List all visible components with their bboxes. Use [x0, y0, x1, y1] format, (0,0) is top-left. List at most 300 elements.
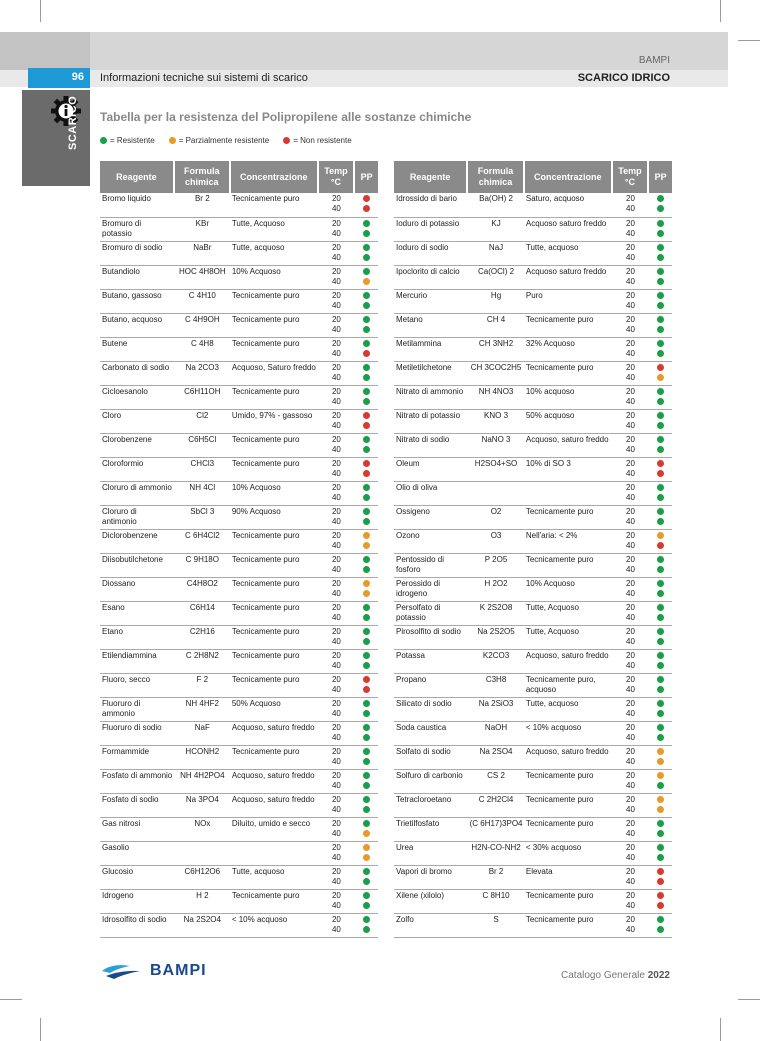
reagente-cell: Fluoruro di ammonio — [100, 697, 174, 721]
concentrazione-cell: < 30% acquoso — [524, 841, 612, 865]
table-row — [394, 433, 672, 457]
temp-value: 20 — [626, 290, 635, 300]
resistance-dot — [363, 796, 370, 803]
temp-cell — [318, 649, 355, 673]
pp-cell — [648, 817, 672, 841]
concentrazione-cell: Diluito, umido e secco — [230, 817, 318, 841]
temp-value: 40 — [626, 420, 635, 430]
temp-cell — [318, 265, 355, 289]
concentrazione-cell: Tecnicamente puro — [230, 385, 318, 409]
reagente-cell: Cloro — [100, 409, 174, 433]
concentrazione-cell: Tecnicamente puro — [230, 601, 318, 625]
temp-value: 40 — [626, 804, 635, 814]
resistance-dot — [363, 676, 370, 683]
temp-value: 20 — [331, 770, 341, 780]
resistance-dot — [363, 302, 370, 309]
table-row — [100, 793, 378, 817]
concentrazione-cell: Umido, 97% - gassoso — [230, 409, 318, 433]
resistance-dot — [363, 614, 370, 621]
concentrazione-cell: Tecnicamente puro — [230, 289, 318, 313]
resistance-dot — [657, 844, 664, 851]
resistance-dot — [363, 868, 370, 875]
bampi-logo-icon — [100, 962, 144, 980]
reagente-cell: Cloruro di antimonio — [100, 505, 174, 529]
resistance-dot — [363, 508, 370, 515]
table-row — [394, 793, 672, 817]
pp-cell — [648, 625, 672, 649]
temp-value: 40 — [331, 228, 341, 238]
temp-cell — [612, 817, 649, 841]
reagente-cell: Propano — [394, 673, 467, 697]
temp-value: 20 — [626, 578, 635, 588]
temp-value: 40 — [331, 684, 341, 694]
formula-cell: NaJ — [467, 241, 524, 265]
concentrazione-cell: Tutte, Acquoso — [524, 625, 612, 649]
concentrazione-cell: 32% Acquoso — [524, 337, 612, 361]
table-row — [394, 625, 672, 649]
pp-cell — [354, 457, 378, 481]
temp-value: 40 — [626, 756, 635, 766]
table-row — [100, 553, 378, 577]
resistance-dot — [657, 662, 664, 669]
temp-value: 20 — [331, 842, 341, 852]
concentrazione-cell: Tutte, acquoso — [230, 865, 318, 889]
temp-value: 40 — [626, 540, 635, 550]
temp-cell — [612, 889, 649, 913]
resistance-dot — [363, 374, 370, 381]
temp-value: 40 — [626, 828, 635, 838]
temp-value: 40 — [626, 660, 635, 670]
temp-value: 40 — [626, 228, 635, 238]
resistance-dot — [363, 724, 370, 731]
temp-value: 40 — [331, 636, 341, 646]
formula-cell: P 2O5 — [467, 553, 524, 577]
reagente-cell: Vapori di bromo — [394, 865, 467, 889]
temp-value: 20 — [626, 218, 635, 228]
temp-value: 20 — [626, 266, 635, 276]
resistance-dot — [363, 686, 370, 693]
reagente-cell: Carbonato di sodio — [100, 361, 174, 385]
temp-value: 20 — [626, 770, 635, 780]
temp-value: 20 — [626, 698, 635, 708]
table-row — [100, 265, 378, 289]
temp-value: 40 — [626, 564, 635, 574]
reagente-cell: Olio di oliva — [394, 481, 467, 505]
temp-value: 20 — [626, 842, 635, 852]
temp-value: 20 — [626, 434, 635, 444]
concentrazione-cell: Acquoso, saturo freddo — [524, 745, 612, 769]
table-row — [394, 313, 672, 337]
temp-value: 20 — [626, 650, 635, 660]
formula-cell: C 6H4Cl2 — [174, 529, 230, 553]
col-pp: PP — [354, 161, 378, 193]
table-row — [394, 601, 672, 625]
table-row — [100, 721, 378, 745]
temp-cell — [318, 289, 355, 313]
table-row — [100, 433, 378, 457]
col-concentrazione: Concentrazione — [230, 161, 318, 193]
resistance-dot — [657, 806, 664, 813]
temp-cell — [318, 529, 355, 553]
temp-value: 40 — [331, 588, 341, 598]
resistance-dot — [657, 878, 664, 885]
concentrazione-cell: 50% Acquoso — [230, 697, 318, 721]
temp-cell — [612, 265, 649, 289]
temp-cell — [318, 505, 355, 529]
formula-cell: NaNO 3 — [467, 433, 524, 457]
temp-value: 20 — [626, 506, 635, 516]
table-row — [394, 913, 672, 937]
reagente-cell: Silicato di sodio — [394, 697, 467, 721]
table-row — [100, 361, 378, 385]
resistance-dot — [363, 460, 370, 467]
temp-cell — [612, 241, 649, 265]
resistance-dot — [657, 374, 664, 381]
temp-value: 20 — [626, 362, 635, 372]
resistance-dot — [363, 364, 370, 371]
pp-cell — [354, 481, 378, 505]
resistance-dot — [363, 782, 370, 789]
formula-cell: C4H8O2 — [174, 577, 230, 601]
resistance-dot — [657, 205, 664, 212]
table-row — [100, 889, 378, 913]
temp-cell — [612, 385, 649, 409]
concentrazione-cell: Tecnicamente puro — [524, 889, 612, 913]
temp-value: 20 — [331, 722, 341, 732]
reagente-cell: Etano — [100, 625, 174, 649]
pp-cell — [354, 385, 378, 409]
formula-cell: H2SO4+SO — [467, 457, 524, 481]
formula-cell: C6H12O6 — [174, 865, 230, 889]
concentrazione-cell: Tutte, Acquoso — [524, 601, 612, 625]
formula-cell: HOC 4H8OH — [174, 265, 230, 289]
crop-mark — [0, 999, 22, 1000]
legend-label: = Parzialmente resistente — [178, 136, 270, 145]
formula-cell: NH 4NO3 — [467, 385, 524, 409]
reagente-cell: Potassa — [394, 649, 467, 673]
resistance-dot — [657, 580, 664, 587]
col-reagente: Reagente — [100, 161, 174, 193]
reagente-cell: Solfuro di carbonio — [394, 769, 467, 793]
concentrazione-cell: 50% acquoso — [524, 409, 612, 433]
temp-value: 40 — [331, 324, 341, 334]
table-row — [394, 553, 672, 577]
pp-cell — [354, 865, 378, 889]
reagente-cell: Bromo liquido — [100, 193, 174, 217]
formula-cell: Na 2S2O5 — [467, 625, 524, 649]
resistance-dot — [657, 724, 664, 731]
resistance-dot — [657, 364, 664, 371]
temp-cell — [612, 361, 649, 385]
formula-cell: Cl2 — [174, 409, 230, 433]
temp-value: 40 — [331, 396, 341, 406]
reagente-cell: Ioduro di sodio — [394, 241, 467, 265]
temp-value: 20 — [331, 314, 341, 324]
formula-cell: C 2H8N2 — [174, 649, 230, 673]
formula-cell: KNO 3 — [467, 409, 524, 433]
temp-cell — [318, 889, 355, 913]
temp-value: 20 — [331, 578, 341, 588]
resistance-dot — [657, 446, 664, 453]
temp-cell — [318, 841, 355, 865]
pp-cell — [648, 865, 672, 889]
resistance-dot — [657, 470, 664, 477]
table-row — [394, 529, 672, 553]
temp-value: 20 — [331, 242, 341, 252]
catalog-year: 2022 — [647, 970, 670, 981]
temp-cell — [612, 673, 649, 697]
formula-cell: Na 2SiO3 — [467, 697, 524, 721]
resistance-dot — [363, 220, 370, 227]
formula-cell: C 8H10 — [467, 889, 524, 913]
crop-mark — [738, 999, 760, 1000]
pp-cell — [648, 793, 672, 817]
formula-cell: C 9H18O — [174, 553, 230, 577]
temp-cell — [612, 577, 649, 601]
pp-cell — [354, 409, 378, 433]
concentrazione-cell: 10% Acquoso — [524, 577, 612, 601]
concentrazione-cell: < 10% acquoso — [524, 721, 612, 745]
concentrazione-cell: Tecnicamente puro — [230, 457, 318, 481]
temp-value: 40 — [331, 204, 341, 213]
formula-cell: C 4H10 — [174, 289, 230, 313]
pp-cell — [354, 241, 378, 265]
col-temp: Temp °C — [318, 161, 355, 193]
table-row — [100, 409, 378, 433]
formula-cell: NH 4Cl — [174, 481, 230, 505]
resistance-dot — [363, 806, 370, 813]
temp-value: 20 — [331, 482, 341, 492]
temp-cell — [612, 793, 649, 817]
resistance-dot — [657, 484, 664, 491]
temp-value: 40 — [626, 300, 635, 310]
col-temp: Temp °C — [612, 161, 649, 193]
temp-value: 20 — [331, 290, 341, 300]
reagente-cell: Idrosolfito di sodio — [100, 913, 174, 937]
reagente-cell: Diisobutilchetone — [100, 553, 174, 577]
table-row — [394, 385, 672, 409]
temp-value: 20 — [626, 314, 635, 324]
table-row — [100, 673, 378, 697]
table-title: Tabella per la resistenza del Polipropilene alle sostanze chimiche — [100, 110, 472, 124]
pp-cell — [648, 193, 672, 217]
reagente-cell: Bromuro di sodio — [100, 241, 174, 265]
resistance-dot — [657, 422, 664, 429]
temp-value: 40 — [331, 852, 341, 862]
concentrazione-cell: Acquoso, saturo freddo — [230, 769, 318, 793]
table-row — [100, 217, 378, 241]
temp-value: 40 — [331, 516, 341, 526]
resistance-dot — [363, 700, 370, 707]
resistance-dot — [363, 326, 370, 333]
resistance-dot — [657, 436, 664, 443]
concentrazione-cell: Acquoso, saturo freddo — [230, 793, 318, 817]
resistance-dot — [363, 518, 370, 525]
reagente-cell: Esano — [100, 601, 174, 625]
concentrazione-cell: Tutte, Acquoso — [230, 217, 318, 241]
resistance-dot — [363, 205, 370, 212]
resistance-dot — [363, 878, 370, 885]
formula-cell: C6H11OH — [174, 385, 230, 409]
temp-value: 40 — [626, 876, 635, 886]
pp-cell — [354, 577, 378, 601]
temp-cell — [612, 625, 649, 649]
legend-dot — [100, 137, 107, 144]
reagente-cell: Butene — [100, 337, 174, 361]
concentrazione-cell: Puro — [524, 289, 612, 313]
temp-value: 40 — [626, 612, 635, 622]
temp-value: 20 — [331, 530, 341, 540]
resistance-dot — [657, 230, 664, 237]
concentrazione-cell: < 10% acquoso — [230, 913, 318, 937]
temp-value: 40 — [626, 444, 635, 454]
pp-cell — [354, 337, 378, 361]
concentrazione-cell: Tecnicamente puro — [524, 913, 612, 937]
resistance-dot — [363, 892, 370, 899]
formula-cell: S — [467, 913, 524, 937]
temp-cell — [318, 409, 355, 433]
concentrazione-cell: 10% Acquoso — [230, 481, 318, 505]
concentrazione-cell: Tecnicamente puro — [524, 313, 612, 337]
temp-value: 20 — [626, 338, 635, 348]
temp-value: 40 — [626, 372, 635, 382]
temp-value: 20 — [331, 890, 341, 900]
reagente-cell: Persolfato di potassio — [394, 601, 467, 625]
formula-cell: Ca(OCl) 2 — [467, 265, 524, 289]
temp-value: 40 — [331, 732, 341, 742]
resistance-dot — [657, 350, 664, 357]
resistance-dot — [363, 412, 370, 419]
temp-cell — [318, 673, 355, 697]
resistance-dot — [363, 388, 370, 395]
pp-cell — [354, 745, 378, 769]
resistance-dot — [657, 494, 664, 501]
resistance-dot — [657, 772, 664, 779]
temp-value: 40 — [626, 900, 635, 910]
temp-value: 40 — [331, 924, 341, 934]
table-row — [394, 361, 672, 385]
resistance-table-right — [394, 161, 672, 938]
resistance-dot — [363, 638, 370, 645]
resistance-dot — [363, 532, 370, 539]
formula-cell: Br 2 — [467, 865, 524, 889]
temp-cell — [318, 625, 355, 649]
formula-cell: K2CO3 — [467, 649, 524, 673]
temp-value: 40 — [626, 468, 635, 478]
resistance-dot — [657, 758, 664, 765]
temp-cell — [318, 745, 355, 769]
temp-cell — [612, 745, 649, 769]
table-row — [394, 337, 672, 361]
resistance-dot — [363, 710, 370, 717]
concentrazione-cell: Acquoso saturo freddo — [524, 265, 612, 289]
temp-value: 20 — [331, 362, 341, 372]
temp-value: 20 — [626, 890, 635, 900]
temp-value: 20 — [331, 218, 341, 228]
reagente-cell: Xilene (xilolo) — [394, 889, 467, 913]
temp-value: 20 — [626, 914, 635, 924]
table-row — [100, 625, 378, 649]
pp-cell — [354, 817, 378, 841]
temp-cell — [612, 409, 649, 433]
pp-cell — [648, 577, 672, 601]
temp-value: 40 — [331, 780, 341, 790]
pp-cell — [354, 361, 378, 385]
reagente-cell: Pentossido di fosforo — [394, 553, 467, 577]
pp-cell — [354, 193, 378, 217]
resistance-dot — [657, 926, 664, 933]
resistance-dot — [657, 220, 664, 227]
temp-value: 20 — [626, 746, 635, 756]
formula-cell: Ba(OH) 2 — [467, 193, 524, 217]
concentrazione-cell: Tutte, acquoso — [524, 697, 612, 721]
col-concentrazione: Concentrazione — [524, 161, 612, 193]
formula-cell: SbCl 3 — [174, 505, 230, 529]
concentrazione-cell: Tecnicamente puro — [230, 745, 318, 769]
temp-value: 20 — [331, 434, 341, 444]
temp-value: 20 — [331, 506, 341, 516]
reagente-cell: Mercurio — [394, 289, 467, 313]
formula-cell: C 4H8 — [174, 337, 230, 361]
resistance-dot — [657, 278, 664, 285]
temp-value: 20 — [331, 794, 341, 804]
temp-cell — [612, 457, 649, 481]
pp-cell — [354, 769, 378, 793]
reagente-cell: Butano, acquoso — [100, 313, 174, 337]
formula-cell: KBr — [174, 217, 230, 241]
table-row — [394, 409, 672, 433]
formula-cell: CH 3NH2 — [467, 337, 524, 361]
temp-value: 40 — [626, 324, 635, 334]
resistance-dot — [363, 470, 370, 477]
table-row — [394, 673, 672, 697]
reagente-cell: Gas nitrosi — [100, 817, 174, 841]
temp-value: 20 — [331, 458, 341, 468]
resistance-dot — [657, 782, 664, 789]
concentrazione-cell: Saturo, acquoso — [524, 193, 612, 217]
formula-cell: CHCl3 — [174, 457, 230, 481]
reagente-cell: Cloroformio — [100, 457, 174, 481]
col-reagente: Reagente — [394, 161, 467, 193]
pp-cell — [648, 769, 672, 793]
resistance-dot — [657, 556, 664, 563]
temp-value: 40 — [331, 300, 341, 310]
resistance-dot — [657, 398, 664, 405]
temp-cell — [318, 313, 355, 337]
reagente-cell: Gasolio — [100, 841, 174, 865]
pp-cell — [354, 673, 378, 697]
legend-item — [283, 136, 351, 145]
resistance-dot — [363, 494, 370, 501]
resistance-dot — [657, 460, 664, 467]
concentrazione-cell: Acquoso saturo freddo — [524, 217, 612, 241]
resistance-dot — [363, 772, 370, 779]
pp-cell — [648, 289, 672, 313]
temp-value: 40 — [331, 756, 341, 766]
pp-cell — [648, 265, 672, 289]
resistance-dot — [657, 830, 664, 837]
resistance-dot — [657, 590, 664, 597]
temp-value: 20 — [626, 554, 635, 564]
reagente-cell: Butano, gassoso — [100, 289, 174, 313]
temp-value: 40 — [626, 348, 635, 358]
pp-cell — [648, 721, 672, 745]
header-band — [0, 32, 728, 70]
temp-value: 40 — [331, 540, 341, 550]
resistance-dot — [363, 316, 370, 323]
temp-cell — [612, 529, 649, 553]
temp-value: 40 — [331, 492, 341, 502]
